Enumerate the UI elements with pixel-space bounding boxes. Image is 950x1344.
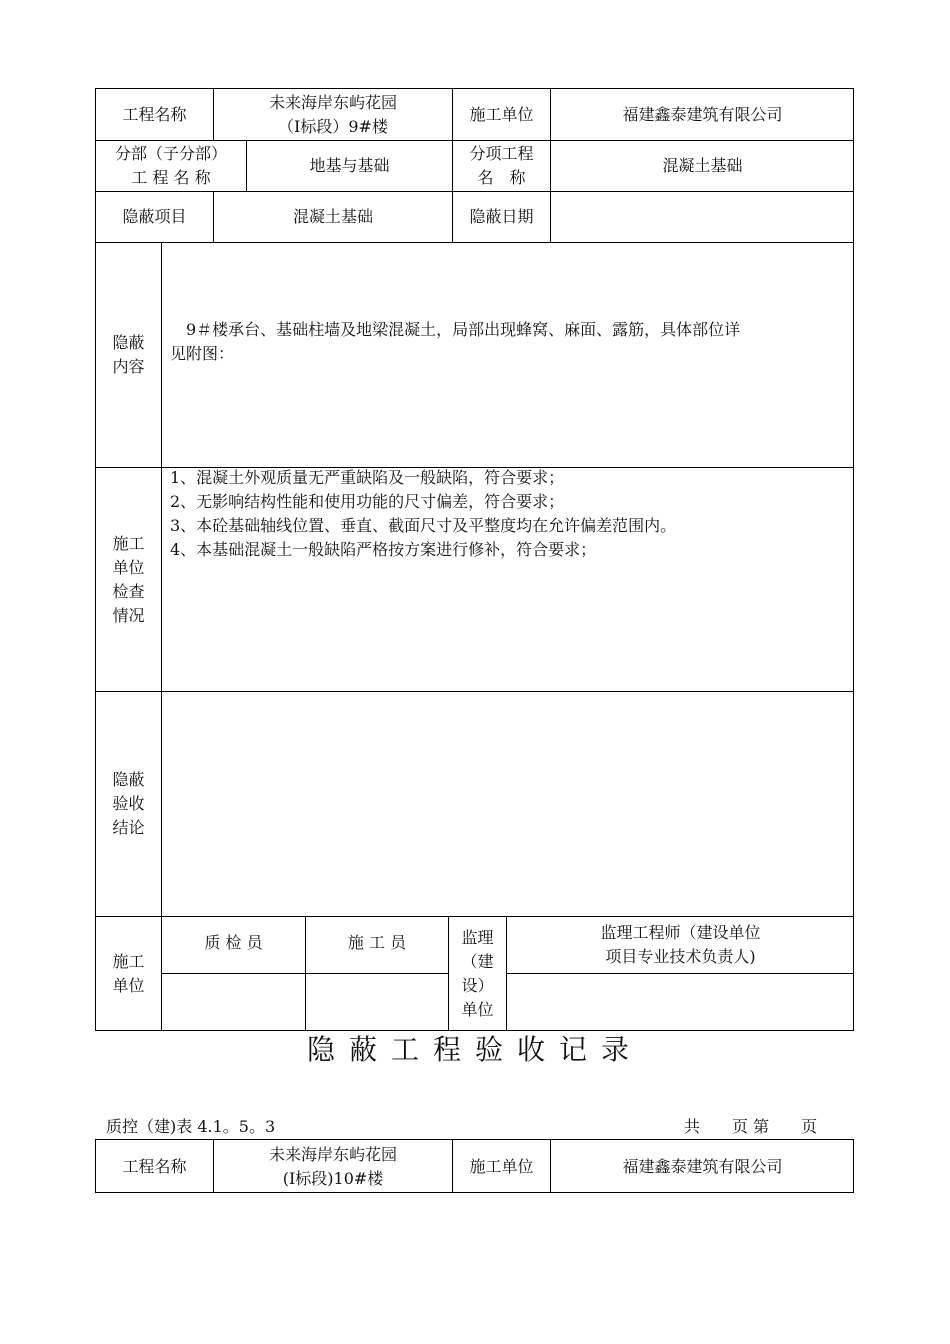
form-code: 质控（建)表 4.1。5。3 (106, 1117, 276, 1136)
quality-inspector-signature (161, 973, 305, 1031)
subitem-label: 分项工程 名 称 (452, 140, 550, 191)
inspection-item: 1、混凝土外观质量无严重缺陷及一般缺陷，符合要求； (170, 468, 565, 487)
hidden-content-text: 9＃楼承台、基础柱墙及地梁混凝土，局部出现蜂窝、麻面、露筋，具体部位详 见附图： (170, 320, 741, 363)
supervisor-label: 监理 （建 设） 单位 (448, 916, 506, 1031)
page-title: 隐蔽工程验收记录 (306, 1033, 643, 1066)
inspection-item: 4、本基础混凝土一般缺陷严格按方案进行修补，符合要求； (170, 540, 597, 559)
inspection-item: 2、无影响结构性能和使用功能的尺寸偏差，符合要求； (170, 492, 565, 511)
subitem-value: 混凝土基础 (550, 140, 854, 191)
inspection-item: 3、本砼基础轴线位置、垂直、截面尺寸及平整度均在允许偏差范围内。 (170, 516, 677, 535)
quality-inspector-label: 质 检 员 (161, 916, 305, 973)
construction-unit-value: 福建鑫泰建筑有限公司 (550, 88, 854, 140)
construction-unit-label: 施工单位 (452, 88, 550, 140)
supervisor-engineer-signature (506, 973, 854, 1031)
hidden-item-label: 隐蔽项目 (95, 191, 213, 242)
inspection-items (170, 466, 850, 562)
hidden-date-label: 隐蔽日期 (452, 191, 550, 242)
construction-unit-label-2: 施工单位 (452, 1139, 550, 1193)
inspection-label: 施工 单位 检查 情况 (95, 467, 161, 691)
hidden-item-value: 混凝土基础 (213, 191, 452, 242)
hidden-content-label: 隐蔽 内容 (95, 242, 161, 467)
project-name-value-2: 未来海岸东屿花园 (Ⅰ标段)10#楼 (213, 1139, 452, 1193)
construction-unit-value-2: 福建鑫泰建筑有限公司 (550, 1139, 854, 1193)
hidden-date-value (550, 191, 854, 242)
conclusion-label: 隐蔽 验收 结论 (95, 691, 161, 916)
constructor-signature (305, 973, 448, 1031)
project-name-value: 未来海岸东屿花园 （Ⅰ标段）9#楼 (213, 88, 452, 140)
supervisor-engineer-label: 监理工程师（建设单位 项目专业技术负责人) (506, 916, 854, 973)
constructor-label: 施 工 员 (305, 916, 448, 973)
page-info: 共 页 第 页 (684, 1117, 818, 1136)
project-name-label: 工程名称 (95, 88, 213, 140)
conclusion-cell (161, 691, 854, 916)
subdivision-value: 地基与基础 (246, 140, 452, 191)
subdivision-label: 分部（子分部） 工 程 名 称 (95, 140, 246, 191)
project-name-label-2: 工程名称 (95, 1139, 213, 1193)
sign-unit-label: 施工 单位 (95, 916, 161, 1031)
